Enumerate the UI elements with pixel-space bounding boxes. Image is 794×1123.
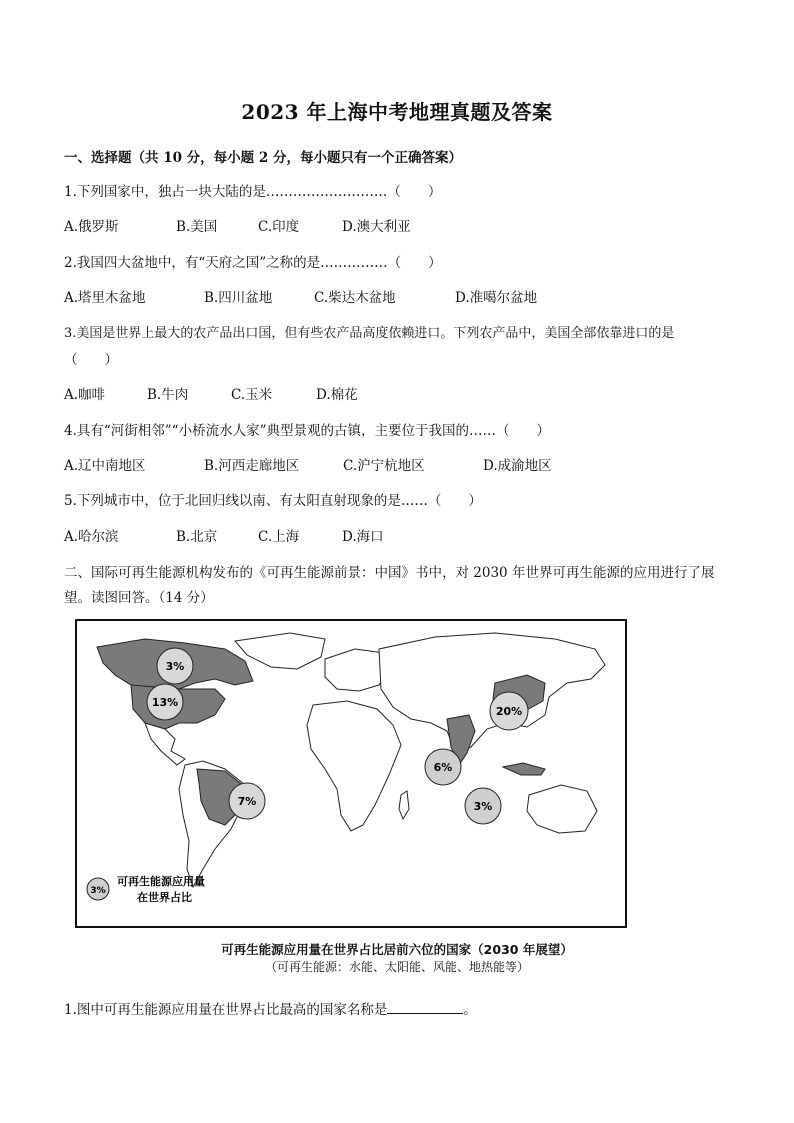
question-4-stem: 4.具有“河街相邻”“小桥流水人家”典型景观的古镇，主要位于我国的……（ ） (64, 423, 550, 439)
question-3-option-d: D.棉花 (316, 387, 358, 403)
question-5-option-a: A.哈尔滨 (64, 529, 119, 545)
question-5-stem: 5.下列城市中，位于北回归线以南、有太阳直射现象的是……（ ） (64, 493, 482, 509)
question-3-option-c: C.玉米 (231, 387, 273, 403)
bubble-canada-label: 3% (165, 660, 185, 673)
question-2-option-b: B.四川盆地 (204, 290, 273, 306)
bubble-indonesia-label: 3% (473, 800, 493, 813)
question-5-option-c: C.上海 (258, 529, 300, 545)
question-1-stem: 1.下列国家中，独占一块大陆的是………………………（ ） (64, 184, 442, 200)
map-caption-note: （可再生能源：水能、太阳能、风能、地热能等） (264, 960, 529, 974)
sub-question-1-end: 。 (463, 1002, 477, 1018)
question-3-stem-cont: （ ） (64, 352, 118, 368)
question-1-option-a: A.俄罗斯 (64, 219, 119, 235)
question-4-option-b: B.河西走廊地区 (204, 458, 300, 474)
page-title: 2023 年上海中考地理真题及答案 (241, 100, 553, 124)
bubble-china-label: 20% (495, 705, 523, 718)
question-1-option-c: C.印度 (258, 219, 300, 235)
legend-symbol-label: 3% (90, 886, 106, 896)
question-3-stem: 3.美国是世界上最大的农产品出口国，但有些农产品高度依赖进口。下列农产品中，美国全部依靠进口的是 (64, 326, 675, 341)
bubble-usa-label: 13% (151, 696, 179, 709)
question-2-stem: 2.我国四大盆地中，有“天府之国”之称的是……………（ ） (64, 255, 442, 271)
sub-question-1 (64, 998, 477, 1018)
question-4-option-d: D.成渝地区 (483, 458, 552, 474)
question-5-option-b: B.北京 (176, 529, 218, 545)
bubble-brazil-label: 7% (237, 795, 257, 808)
question-1-option-d: D.澳大利亚 (342, 219, 411, 235)
question-2-option-d: D.准噶尔盆地 (455, 290, 538, 306)
question-2-option-a: A.塔里木盆地 (64, 290, 146, 306)
answer-blank[interactable] (387, 1001, 463, 1014)
question-1-option-b: B.美国 (176, 219, 218, 235)
bubble-india-label: 6% (433, 761, 453, 774)
sub-question-1-text: 1.图中可再生能源应用量在世界占比最高的国家名称是 (64, 1002, 388, 1018)
question-3-option-b: B.牛肉 (147, 387, 189, 403)
world-map-figure (75, 619, 627, 928)
question-5-option-d: D.海口 (342, 529, 384, 545)
question-2-option-c: C.柴达木盆地 (314, 290, 396, 306)
legend-line-1: 可再生能源应用量 (117, 875, 205, 888)
question-4-option-a: A.辽中南地区 (64, 458, 146, 474)
question-4-option-c: C.沪宁杭地区 (343, 458, 425, 474)
section-1-heading: 一、选择题（共 10 分，每小题 2 分，每小题只有一个正确答案） (64, 150, 462, 166)
section-2-intro-cont: 望。读图回答。（14 分） (64, 590, 214, 606)
section-2-intro: 二、国际可再生能源机构发布的《可再生能源前景：中国》书中，对 2030 年世界可再生能源的应用进行了展 (64, 565, 715, 581)
map-caption: 可再生能源应用量在世界占比居前六位的国家（2030 年展望） (221, 942, 573, 957)
question-3-option-a: A.咖啡 (64, 387, 106, 403)
legend-line-2: 在世界占比 (137, 891, 192, 904)
